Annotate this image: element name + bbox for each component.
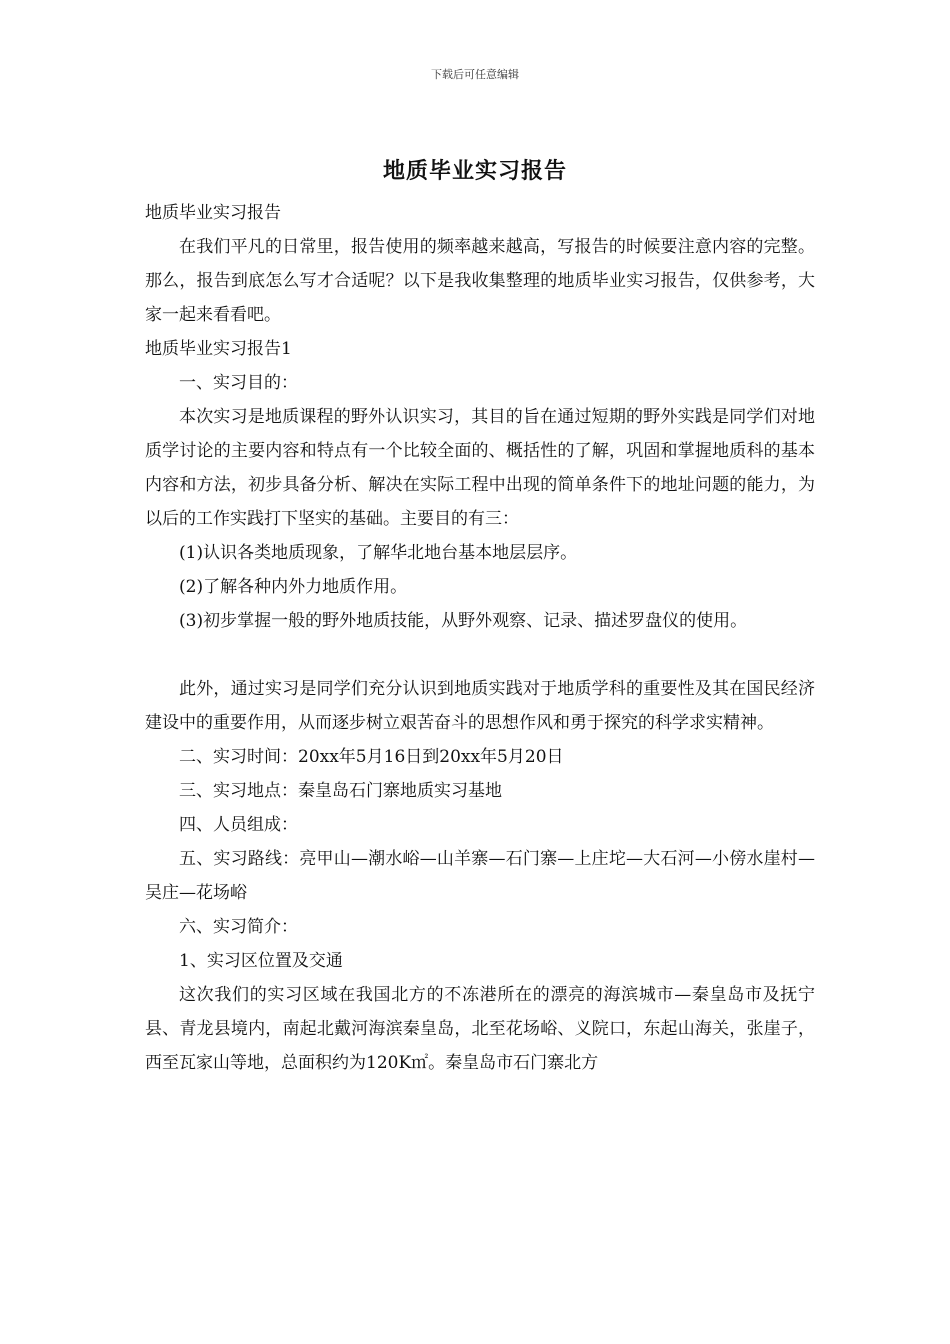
section-purpose-heading: 一、实习目的： bbox=[179, 373, 298, 393]
location-paragraph: 这次我们的实习区域在我国北方的不冻港所在的漂亮的海滨城市—秦皇岛市及抚宁县、青龙县境内，南起北戴河海滨秦皇岛，北至花场峪、义院口，东起山海关，张崖子，西至瓦家山等地，总面积约为120K㎡。秦皇岛市石门寨北方 bbox=[145, 985, 815, 1073]
purpose-paragraph: 本次实习是地质课程的野外认识实习，其目的旨在通过短期的野外实践是同学们对地质学讨论的主要内容和特点有一个比较全面的、概括性的了解，巩固和掌握地质科的基本内容和方法，初步具备分析、解决在实际工程中出现的简单条件下的地址问题的能力，为以后的工作实践打下坚实的基础。主要目的有三： bbox=[145, 407, 815, 529]
additional-purpose-paragraph: 此外，通过实习是同学们充分认识到地质实践对于地质学科的重要性及其在国民经济建设中的重要作用，从而逐步树立艰苦奋斗的思想作风和勇于探究的科学求实精神。 bbox=[145, 679, 815, 733]
section-intro-heading: 六、实习简介： bbox=[179, 917, 298, 937]
header-note: 下载后可任意编辑 bbox=[431, 68, 519, 81]
document-title: 地质毕业实习报告 bbox=[382, 158, 567, 184]
subsection-location-heading: 1、实习区位置及交通 bbox=[179, 951, 343, 971]
purpose-item-3: (3)初步掌握一般的野外地质技能，从野外观察、记录、描述罗盘仪的使用。 bbox=[179, 611, 748, 631]
report-heading: 地质毕业实习报告1 bbox=[145, 339, 292, 359]
intro-paragraph: 在我们平凡的日常里，报告使用的频率越来越高，写报告的时候要注意内容的完整。那么，报告到底怎么写才合适呢？以下是我收集整理的地质毕业实习报告，仅供参考，大家一起来看看吧。 bbox=[145, 237, 815, 325]
purpose-item-2: (2)了解各种内外力地质作用。 bbox=[179, 577, 408, 597]
section-location: 三、实习地点：秦皇岛石门寨地质实习基地 bbox=[179, 781, 502, 801]
purpose-item-1: (1)认识各类地质现象，了解华北地台基本地层层序。 bbox=[179, 543, 578, 563]
blank-line bbox=[145, 638, 815, 672]
section-route: 五、实习路线：亮甲山—潮水峪—山羊寨—石门寨—上庄坨—大石河—小傍水崖村—吴庄—花场峪 bbox=[145, 849, 815, 903]
document-body bbox=[145, 196, 815, 1080]
section-personnel: 四、人员组成： bbox=[179, 815, 298, 835]
section-time: 二、实习时间：20xx年5月16日到20xx年5月20日 bbox=[179, 747, 564, 767]
subtitle-paragraph: 地质毕业实习报告 bbox=[145, 203, 281, 223]
